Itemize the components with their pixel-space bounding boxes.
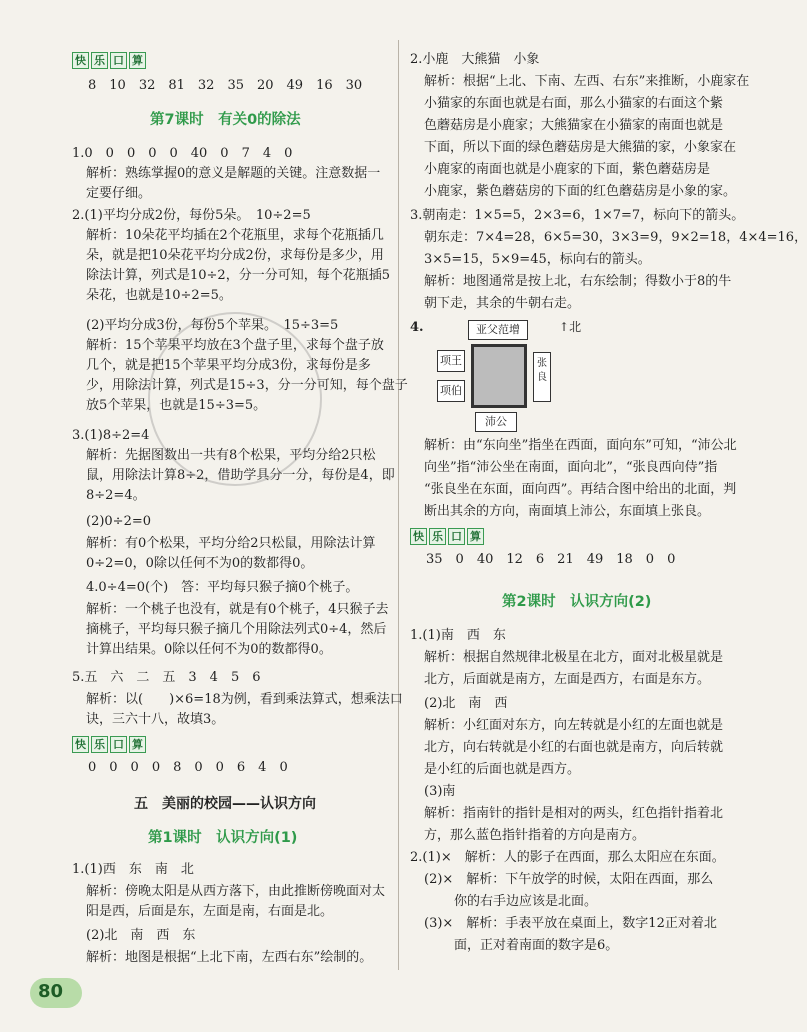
explanation-line: 解析：根据自然规律北极星在北方，面对北极星就是 [424,650,724,665]
explanation-line: 小鹿家，紫色蘑菇房的下面的红色蘑菇房是小象的家。 [424,184,737,199]
answer-line: 2.(1)× 解析：人的影子在西面，那么太阳应在东面。 [410,850,725,865]
explanation-line: 解析：根据“上北、下南、左西、右东”来推断，小鹿家在 [424,74,750,89]
explanation-line: 摘桃子，平均每只猴子摘几个用除法列式0÷4，然后 [86,622,387,637]
seat-left-1: 项王 [437,350,465,372]
explanation-line: 解析：以( )×6=18为例，看到乘法算式，想乘法口 [86,692,403,707]
explanation-line: 朝下走，其余的牛朝右走。 [424,296,581,311]
answer-line: (2)北 南 西 [424,696,508,711]
explanation-line: 北方，向右转就是小红的右面也就是南方，向后转就 [424,740,724,755]
badge-char: 乐 [91,736,108,753]
badge-char: 算 [467,528,484,545]
explanation-line: 少，用除法计算，列式是15÷3，分一分可知，每个盘子 [86,378,408,393]
explanation-line: 几个，就是把15个苹果平均分成3份，求每份是多 [86,358,371,373]
seat-right [533,352,551,402]
answer-line: (2)北 南 西 东 [86,928,196,943]
answer-line: 3×5=15，5×9=45，标向右的箭头。 [424,252,651,267]
answer-line: (2)× 解析：下午放学的时候，太阳在西面，那么 [424,872,714,887]
explanation-line: 你的右手边应该是北面。 [454,894,598,909]
badge-char: 口 [110,52,127,69]
answer-line: 2.(1)平均分成2份，每份5朵。 10÷2=5 [72,208,311,223]
explanation-line: 阳是西，后面是东，左面是南，右面是北。 [86,904,334,919]
explanation-line: 解析：10朵花平均插在2个花瓶里，求每个花瓶插几 [86,228,384,243]
question-number: 4. [410,320,424,335]
explanation-line: 定要仔细。 [86,186,152,201]
explanation-line: 小鹿家的南面也就是小鹿家的下面，紫色蘑菇房是 [424,162,711,177]
answer-line: 2.小鹿 大熊猫 小象 [410,52,540,67]
answer-line: 3.朝南走：1×5=5，2×3=6，1×7=7，标向下的箭头。 [410,208,745,223]
answer-line: (2)0÷2=0 [86,514,152,529]
seat-right-label: 张良 [537,358,547,383]
explanation-line: 解析：地图是根据“上北下南，左西右东”绘制的。 [86,950,373,965]
explanation-line: 下面，所以下面的绿色蘑菇房是大熊猫的家，小象家在 [424,140,737,155]
explanation-line: 8÷2=4。 [86,488,146,503]
explanation-line: 朵花，也就是10÷2=5。 [86,288,232,303]
explanation-line: 解析：地图通常是按上北，右东绘制；得数小于8的牛 [424,274,732,289]
table-center [471,344,527,408]
kuaile-kousuan-badge [410,528,486,545]
explanation-line: 鼠，用除法计算8÷2，借助学具分一分，每份是4，即 [86,468,395,483]
explanation-line: 除法计算，列式是10÷2，分一分可知，每个花瓶插5 [86,268,390,283]
badge-char: 乐 [91,52,108,69]
badge-char: 口 [448,528,465,545]
answer-line: (2)平均分成3份，每份5个苹果。 15÷3=5 [86,318,339,333]
explanation-line: 断出其余的方向，南面填上沛公，东面填上张良。 [424,504,711,519]
kuaile-kousuan-badge [72,736,148,753]
explanation-line: 诀，三六十八，故填3。 [86,712,225,727]
explanation-line: “张良坐在东面，面向西”。再结合图中给出的北面，判 [424,482,737,497]
answer-line: 3.(1)8÷2=4 [72,428,150,443]
explanation-line: 解析：傍晚太阳是从西方落下，由此推断傍晚面对太 [86,884,386,899]
lesson-title: 第1课时 认识方向(1) [148,830,298,846]
kuaile-answers: 35 0 40 12 6 21 49 18 0 0 [426,552,676,567]
kuaile-answers: 8 10 32 81 32 35 20 49 16 30 [88,78,363,93]
explanation-line: 解析：小红面对东方，向左转就是小红的左面也就是 [424,718,724,733]
north-label: 北 [569,320,582,334]
explanation-line: 面，正对着南面的数字是6。 [454,938,619,953]
explanation-line: 朵，就是把10朵花平均分成2份，求每份是多少，用 [86,248,384,263]
explanation-line: 解析：有0个松果，平均分给2只松鼠，用除法计算 [86,536,376,551]
answer-line: 1.(1)西 东 南 北 [72,862,194,877]
kuaile-answers: 0 0 0 0 8 0 0 6 4 0 [88,760,288,775]
seat-left-2: 项伯 [437,380,465,402]
badge-char: 快 [72,736,89,753]
answer-line: 1.(1)南 西 东 [410,628,506,643]
explanation-line: 是小红的后面也就是西方。 [424,762,581,777]
answer-line: 1.0 0 0 0 0 40 0 7 4 0 [72,146,293,161]
badge-char: 快 [410,528,427,545]
explanation-line: 解析：指南针的指针是相对的两头，红色指针指着北 [424,806,724,821]
badge-char: 算 [129,52,146,69]
page-number-badge [30,978,82,1008]
answer-line: (3)南 [424,784,456,799]
unit-title: 五 美丽的校园——认识方向 [134,796,316,812]
north-indicator [559,318,581,335]
explanation-line: 解析：先据图数出一共有8个松果，平均分给2只松 [86,448,376,463]
page-number: 80 [38,981,64,1002]
explanation-line: 放5个苹果，也就是15÷3=5。 [86,398,267,413]
badge-char: 快 [72,52,89,69]
explanation-line: 北方，后面就是南方，左面是西方，右面是东方。 [424,672,711,687]
explanation-line: 小猫家的东面也就是右面，那么小猫家的右面这个紫 [424,96,724,111]
lesson-title: 第7课时 有关0的除法 [150,112,301,128]
kuaile-kousuan-badge [72,52,148,69]
answer-line: 5.五 六 二 五 3 4 5 6 [72,670,261,685]
explanation-line: 方，那么蓝色指针指着的方向是南方。 [424,828,646,843]
explanation-line: 计算出结果。0除以任何不为0的数都得0。 [86,642,332,657]
badge-char: 口 [110,736,127,753]
seat-bottom: 沛公 [475,412,517,432]
explanation-line: 解析：一个桃子也没有，就是有0个桃子，4只猴子去 [86,602,389,617]
badge-char: 算 [129,736,146,753]
explanation-line: 向坐”指“沛公坐在南面，面向北”，“张良西向侍”指 [424,460,718,475]
explanation-line: 解析：15个苹果平均放在3个盘子里，求每个盘子放 [86,338,384,353]
explanation-line: 解析：由“东向坐”指坐在西面，面向东”可知，“沛公北 [424,438,737,453]
seat-top: 亚父范增 [468,320,528,340]
badge-char: 乐 [429,528,446,545]
answer-line: (3)× 解析：手表平放在桌面上，数字12正对着北 [424,916,717,931]
north-arrow-icon: ↑ [559,320,570,334]
answer-line: 朝东走：7×4=28，6×5=30，3×3=9，9×2=18，4×4=16， [424,230,807,245]
column-divider [398,40,399,970]
explanation-line: 0÷2=0，0除以任何不为0的数都得0。 [86,556,314,571]
explanation-line: 色蘑菇房是小鹿家；大熊猫家在小猫家的南面也就是 [424,118,724,133]
answer-line: 4.0÷4=0(个) 答：平均每只猴子摘0个桃子。 [86,580,359,595]
watermark-stamp [148,312,322,486]
seating-map [433,318,623,436]
lesson-title: 第2课时 认识方向(2) [502,594,652,610]
explanation-line: 解析：熟练掌握0的意义是解题的关键。注意数据一 [86,166,381,181]
